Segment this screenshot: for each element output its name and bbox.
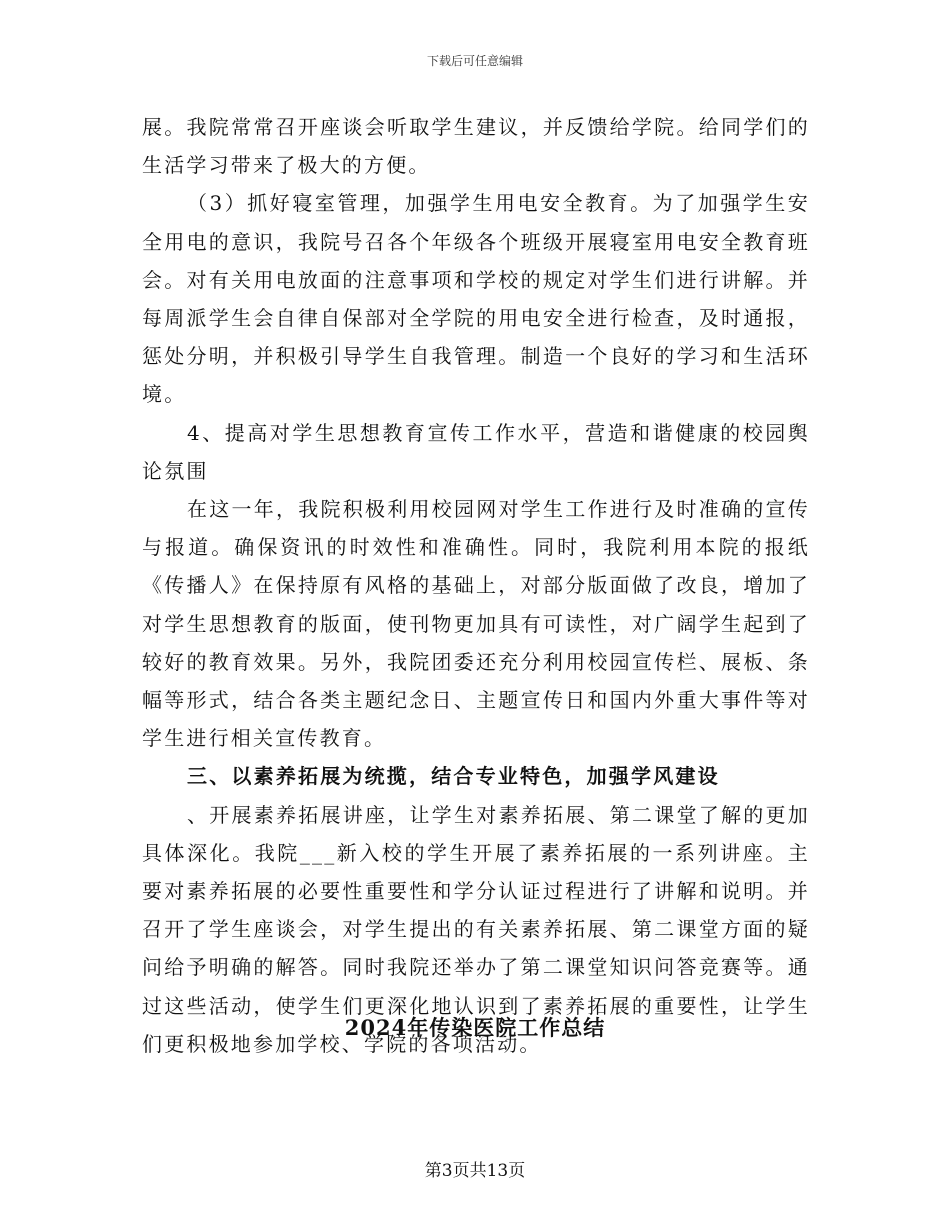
document-title: 2024年传染医院工作总结: [344, 1015, 606, 1040]
paragraph-quality-expansion: 、开展素养拓展讲座，让学生对素养拓展、第二课堂了解的更加具体深化。我院___新入校的学生开展了素养拓展的一系列讲座。主要对素养拓展的必要性重要性和学分认证过程进行了讲解和说明。并召开了学生座谈会，对学生提出的有关素养拓展、第二课堂方面的疑问给予明确的解答。同时我院还举办了第二课堂知识问答竞赛等。通过这些活动，使学生们更深化地认识到了素养拓展的重要性，让学生们更积极地参加学校、学院的各项活动。: [142, 802, 810, 1056]
section-heading-three: 三、以素养拓展为统揽，结合专业特色，加强学风建设: [187, 764, 720, 789]
paragraph-heading-publicity: 4、提高对学生思想教育宣传工作水平，营造和谐健康的校园舆论氛围: [142, 420, 810, 483]
paragraph-continuation: 展。我院常常召开座谈会听取学生建议，并反馈给学院。给同学们的生活学习带来了极大的方便。: [142, 115, 810, 178]
document-body: [142, 108, 810, 1063]
page-footer-number: 第3页共13页: [424, 1161, 526, 1181]
paragraph-publicity-work: 在这一年，我院积极利用校园网对学生工作进行及时准确的宣传与报道。确保资讯的时效性和准确性。同时，我院利用本院的报纸《传播人》在保持原有风格的基础上，对部分版面做了改良，增加了对学生思想教育的版面，使刊物更加具有可读性，对广阔学生起到了较好的教育效果。另外，我院团委还充分利用校园宣传栏、展板、条幅等形式，结合各类主题纪念日、主题宣传日和国内外重大事件等对学生进行相关宣传教育。: [142, 497, 810, 751]
page-header-note: 下载后可任意编辑: [426, 54, 523, 68]
paragraph-dorm-management: （3）抓好寝室管理，加强学生用电安全教育。为了加强学生安全用电的意识，我院号召各个年级各个班级开展寝室用电安全教育班会。对有关用电放面的注意事项和学校的规定对学生们进行讲解。并每周派学生会自律自保部对全学院的用电安全进行检查，及时通报，惩处分明，并积极引导学生自我管理。制造一个良好的学习和生活环境。: [142, 191, 810, 407]
